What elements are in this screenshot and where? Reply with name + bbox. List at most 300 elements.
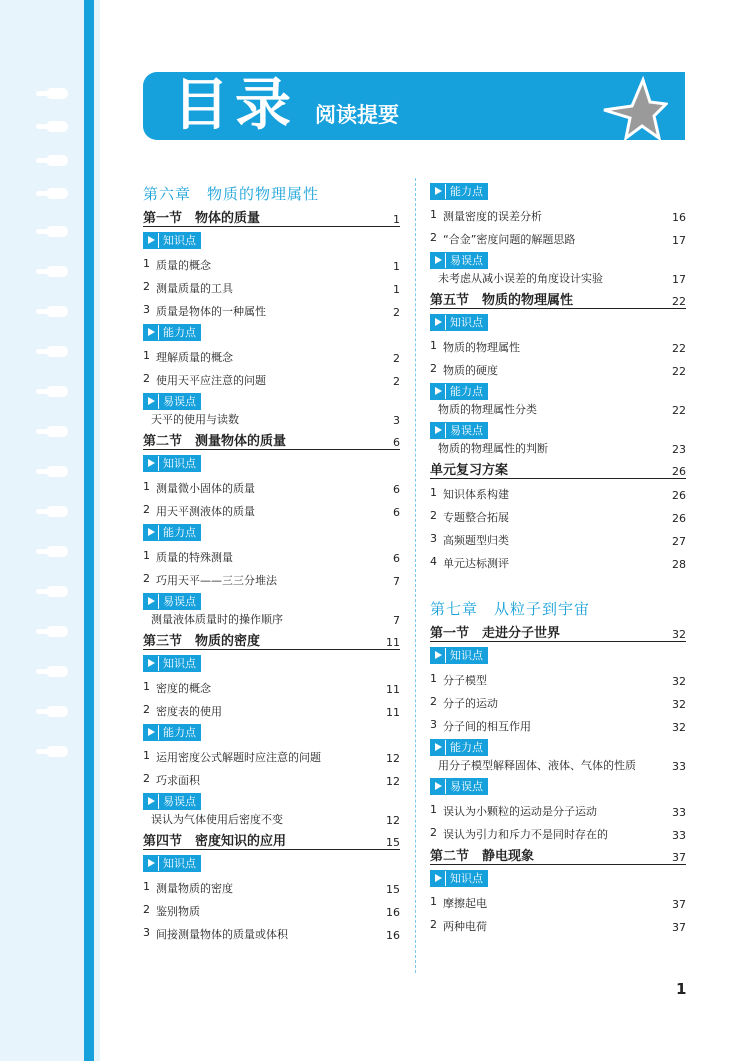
entry-number: 1 [430,339,437,352]
page-ref: 7 [393,575,400,588]
entry-number: 2 [430,362,437,375]
page-ref: 15 [386,883,400,896]
entry-title: 天平的使用与读数 [151,413,239,426]
toc-entry [430,711,686,734]
toc-entry [143,811,400,827]
entry-title: 未考虑从减小误差的角度设计实验 [438,272,603,285]
toc-entry [430,479,686,502]
binder-ring [46,306,68,317]
page-ref: 33 [672,760,686,773]
entry-number: 1 [143,257,150,270]
entry-title: 测量液体质量时的操作顺序 [151,613,283,626]
entry-title [430,208,542,224]
toc-entry [430,665,686,688]
entry-number: 1 [430,803,437,816]
binder-ring [46,188,68,199]
toc-entry [430,525,686,548]
entry-number: 1 [143,749,150,762]
page-ref: 37 [672,921,686,934]
category-tag-label: 能力点 [159,525,200,540]
entry-title: 物质的物理属性分类 [438,403,537,416]
page-ref: 33 [672,829,686,842]
page-ref: 22 [672,365,686,378]
play-arrow-icon [144,233,158,248]
toc-entry [430,401,686,417]
entry-title [430,718,531,734]
category-tag [143,524,201,541]
page-ref: 23 [672,443,686,456]
binder-ring [46,386,68,397]
section-title: 第五节 物质的物理属性 [430,293,574,308]
entry-text: 两种电荷 [443,920,487,933]
toc-entry [430,688,686,711]
page-ref: 6 [393,483,400,496]
page-ref: 26 [672,512,686,525]
entry-number: 2 [430,509,437,522]
chapter-heading [430,593,686,619]
entry-number: 2 [143,372,150,385]
entry-title [430,231,575,247]
entry-title [143,280,233,296]
toc-entry [143,765,400,788]
entry-text: 密度的概念 [156,682,211,695]
category-tag-row [430,378,686,401]
entry-title [143,903,200,919]
category-tag-row [430,773,686,796]
section-heading [430,286,686,309]
entry-text: 间接测量物体的质量或体积 [156,928,288,941]
play-arrow-icon [144,525,158,540]
entry-text: 单元达标测评 [443,557,509,570]
entry-text: 密度表的使用 [156,705,222,718]
category-tag [430,383,488,400]
section-heading [143,827,400,850]
category-tag-label: 能力点 [446,184,487,199]
binder-ring [46,346,68,357]
entry-text: 物质的物理属性 [443,341,520,354]
entry-title [143,772,200,788]
page-ref: 7 [393,614,400,627]
page-ref: 32 [672,675,686,688]
entry-number: 2 [430,826,437,839]
binder-ring [46,626,68,637]
category-tag [430,739,488,756]
category-tag-label: 能力点 [159,325,200,340]
chapter-title: 第七章 从粒子到宇宙 [430,600,591,618]
toc-entry [143,342,400,365]
page-ref: 17 [672,273,686,286]
section-title: 第三节 物质的密度 [143,634,261,649]
entry-title [430,362,498,378]
category-tag [430,647,488,664]
category-tag [430,252,488,269]
binder-ring [46,121,68,132]
entry-number: 1 [430,672,437,685]
entry-title [143,680,211,696]
category-tag-row [143,719,400,742]
page-ref: 16 [386,906,400,919]
category-tag-label: 知识点 [446,315,487,330]
section-title: 第一节 走进分子世界 [430,626,561,641]
toc-entry [430,548,686,571]
play-arrow-icon [431,184,445,199]
section-heading [143,204,400,227]
entry-title [143,257,211,273]
section-title: 第二节 静电现象 [430,849,535,864]
page-ref: 11 [386,683,400,696]
category-tag [143,724,201,741]
entry-title [430,695,498,711]
toc-entry [143,565,400,588]
page-ref: 33 [672,806,686,819]
entry-number: 1 [430,208,437,221]
column-divider [415,178,416,973]
entry-text: 分子的运动 [443,697,498,710]
entry-text: 误认为引力和斥力不是同时存在的 [443,828,608,841]
entry-text: 误认为小颗粒的运动是分子运动 [443,805,597,818]
entry-title [430,509,509,525]
binder-ring [46,506,68,517]
binder-ring [46,226,68,237]
entry-text: 分子模型 [443,674,487,687]
binder-ring [46,426,68,437]
toc-entry [143,742,400,765]
page-ref: 37 [672,851,686,864]
category-tag-label: 知识点 [446,648,487,663]
chapter-heading [143,178,400,204]
page-ref: 22 [672,404,686,417]
toc-entry [143,611,400,627]
entry-title [430,532,509,548]
entry-text: 质量的特殊测量 [156,551,233,564]
page-title: 目录 [173,73,297,138]
entry-number: 2 [430,918,437,931]
entry-number: 1 [430,895,437,908]
entry-number: 4 [430,555,437,568]
play-arrow-icon [144,725,158,740]
section-heading [143,627,400,650]
entry-title [430,895,487,911]
toc-entry [430,796,686,819]
entry-text: 知识体系构建 [443,488,509,501]
entry-text: 巧用天平——三三分堆法 [156,574,277,587]
category-tag-label: 易误点 [446,253,487,268]
page-ref: 3 [393,414,400,427]
toc-entry [430,911,686,934]
toc-entry [430,332,686,355]
toc-entry [143,473,400,496]
entry-number: 2 [143,572,150,585]
play-arrow-icon [144,394,158,409]
category-tag-label: 易误点 [159,794,200,809]
category-tag-row [430,642,686,665]
play-arrow-icon [431,315,445,330]
play-arrow-icon [144,656,158,671]
play-arrow-icon [144,594,158,609]
toc-entry [430,502,686,525]
category-tag [143,793,201,810]
category-tag-row [143,588,400,611]
category-tag [430,870,488,887]
page-ref: 16 [672,211,686,224]
entry-title [430,555,509,571]
entry-text: 测量质量的工具 [156,282,233,295]
entry-title: 误认为气体使用后密度不变 [151,813,283,826]
binder-ring [46,266,68,277]
entry-title [143,572,277,588]
page-ref: 37 [672,898,686,911]
category-tag [143,593,201,610]
page-ref: 2 [393,352,400,365]
section-heading [430,619,686,642]
entry-number: 3 [430,718,437,731]
play-arrow-icon [144,456,158,471]
category-tag-row [430,178,686,201]
section-heading [430,842,686,865]
category-tag-label: 知识点 [159,456,200,471]
category-tag-label: 知识点 [446,871,487,886]
category-tag-row [143,227,400,250]
binding-strip [0,0,100,1061]
entry-number: 3 [143,303,150,316]
category-tag-label: 易误点 [159,594,200,609]
entry-title [143,480,255,496]
toc-entry [430,224,686,247]
category-tag-row [143,519,400,542]
entry-title [430,803,597,819]
entry-number: 2 [143,280,150,293]
category-tag-row [143,788,400,811]
binding-bar [84,0,94,1061]
entry-number: 1 [143,680,150,693]
category-tag [143,855,201,872]
page-ref: 26 [672,489,686,502]
toc-entry [430,819,686,842]
play-arrow-icon [431,253,445,268]
play-arrow-icon [431,648,445,663]
entry-number: 1 [430,486,437,499]
entry-text: 巧求面积 [156,774,200,787]
category-tag [430,778,488,795]
page-ref: 2 [393,375,400,388]
category-tag-row [430,865,686,888]
category-tag [430,314,488,331]
page-ref: 16 [386,929,400,942]
toc-entry [143,365,400,388]
page-ref: 1 [393,260,400,273]
page-ref: 17 [672,234,686,247]
entry-title [430,672,487,688]
section-title: 第四节 密度知识的应用 [143,834,287,849]
entry-text: 测量物质的密度 [156,882,233,895]
page-number: 1 [676,980,687,998]
category-tag-label: 知识点 [159,233,200,248]
toc-entry [430,888,686,911]
entry-text: 理解质量的概念 [156,351,233,364]
binder-ring [46,546,68,557]
entry-title [143,926,288,942]
entry-title [143,303,266,319]
category-tag [143,393,201,410]
toc-entry [430,270,686,286]
entry-text: 用天平测液体的质量 [156,505,255,518]
category-tag-row [430,734,686,757]
page-ref: 12 [386,752,400,765]
toc-entry [143,542,400,565]
toc-entry [143,273,400,296]
category-tag [430,422,488,439]
entry-text: 质量是物体的一种属性 [156,305,266,318]
entry-text: 摩擦起电 [443,897,487,910]
entry-title [430,339,520,355]
toc-entry [143,873,400,896]
category-tag [143,232,201,249]
play-arrow-icon [144,794,158,809]
toc-entry [143,696,400,719]
play-arrow-icon [431,779,445,794]
entry-title: 物质的物理属性的判断 [438,442,548,455]
page-ref: 27 [672,535,686,548]
page-ref: 12 [386,775,400,788]
category-tag [430,183,488,200]
toc-entry [143,919,400,942]
entry-title [143,349,233,365]
category-tag-label: 能力点 [446,384,487,399]
binder-ring [46,666,68,677]
page-ref: 22 [672,295,686,308]
star-icon [598,76,668,146]
section-title: 第一节 物体的质量 [143,211,261,226]
play-arrow-icon [144,856,158,871]
page-ref: 11 [386,636,400,649]
entry-title [143,749,321,765]
category-tag-label: 知识点 [159,656,200,671]
toc-entry [143,496,400,519]
page-ref: 28 [672,558,686,571]
section-heading [143,427,400,450]
entry-text: 鉴别物质 [156,905,200,918]
category-tag-label: 易误点 [446,423,487,438]
toc-entry [430,440,686,456]
toc-entry [430,201,686,224]
category-tag-row [143,319,400,342]
toc-entry [430,757,686,773]
entry-text: 专题整合拓展 [443,511,509,524]
binder-ring [46,746,68,757]
entry-title [143,372,266,388]
category-tag-label: 能力点 [159,725,200,740]
category-tag-label: 知识点 [159,856,200,871]
entry-text: “合金”密度问题的解题思路 [443,233,576,246]
section-title: 单元复习方案 [430,463,509,478]
entry-number: 1 [143,480,150,493]
toc-entry [143,411,400,427]
category-tag [143,655,201,672]
page-ref: 15 [386,836,400,849]
page-ref: 12 [386,814,400,827]
entry-title: 用分子模型解释固体、液体、气体的性质 [438,759,636,772]
category-tag-row [143,650,400,673]
page-ref: 22 [672,342,686,355]
page-subtitle: 阅读提要 [315,103,399,127]
entry-number: 3 [143,926,150,939]
toc-entry [430,355,686,378]
page-ref: 6 [393,436,400,449]
entry-number: 1 [143,549,150,562]
page-ref: 1 [393,213,400,226]
entry-text: 运用密度公式解题时应注意的问题 [156,751,321,764]
entry-text: 质量的概念 [156,259,211,272]
toc-entry [143,896,400,919]
entry-text: 分子间的相互作用 [443,720,531,733]
toc-entry [143,296,400,319]
page-ref: 1 [393,283,400,296]
entry-text: 使用天平应注意的问题 [156,374,266,387]
page-ref: 32 [672,721,686,734]
play-arrow-icon [431,384,445,399]
entry-number: 2 [143,703,150,716]
entry-text: 高频题型归类 [443,534,509,547]
page-ref: 6 [393,552,400,565]
category-tag-row [430,417,686,440]
category-tag [143,324,201,341]
category-tag-row [430,309,686,332]
entry-title [143,503,255,519]
binder-ring [46,706,68,717]
page-ref: 6 [393,506,400,519]
entry-title [430,826,608,842]
entry-number: 1 [143,349,150,362]
entry-title [430,918,487,934]
category-tag-row [143,850,400,873]
chapter-title: 第六章 物质的物理属性 [143,185,320,203]
page-ref: 2 [393,306,400,319]
entry-number: 3 [430,532,437,545]
toc-entry [143,250,400,273]
category-tag-row [143,450,400,473]
entry-number: 2 [143,903,150,916]
page-ref: 32 [672,628,686,641]
category-tag [143,455,201,472]
toc-left-column [143,178,400,942]
play-arrow-icon [431,423,445,438]
binder-ring [46,466,68,477]
play-arrow-icon [431,871,445,886]
entry-number: 2 [430,231,437,244]
entry-title [430,486,509,502]
section-heading [430,456,686,479]
entry-number: 1 [143,880,150,893]
binder-ring [46,586,68,597]
entry-text: 测量微小固体的质量 [156,482,255,495]
page-ref: 26 [672,465,686,478]
entry-number: 2 [430,695,437,708]
toc-right-column [430,178,686,934]
binder-ring [46,155,68,166]
play-arrow-icon [431,740,445,755]
page-ref: 32 [672,698,686,711]
toc-entry [143,673,400,696]
category-tag-row [430,247,686,270]
category-tag-label: 易误点 [159,394,200,409]
binder-ring [46,88,68,99]
entry-title [143,549,233,565]
category-tag-row [143,388,400,411]
section-title: 第二节 测量物体的质量 [143,434,287,449]
category-tag-label: 易误点 [446,779,487,794]
entry-number: 2 [143,503,150,516]
entry-text: 测量密度的误差分析 [443,210,542,223]
